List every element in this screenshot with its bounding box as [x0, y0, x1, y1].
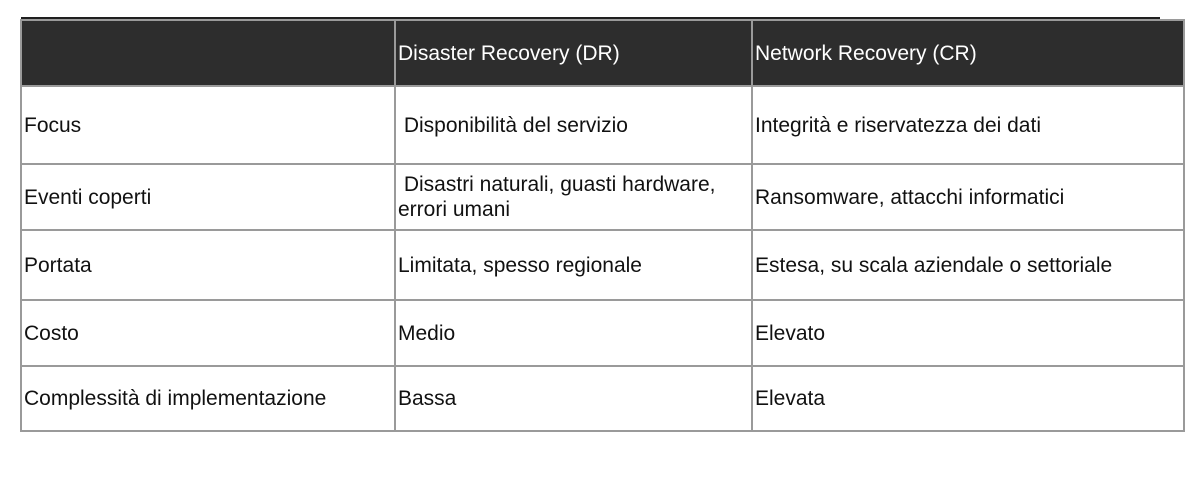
row-label: Costo [21, 300, 395, 366]
header-empty-cell [21, 20, 395, 86]
row-label: Focus [21, 86, 395, 164]
cr-cell: Estesa, su scala aziendale o settoriale [752, 230, 1184, 300]
cr-cell: Ransomware, attacchi informatici [752, 164, 1184, 230]
dr-cell: Disponibilità del servizio [395, 86, 752, 164]
dr-cell: Bassa [395, 366, 752, 431]
header-disaster-recovery: Disaster Recovery (DR) [395, 20, 752, 86]
table-header-row [21, 20, 1184, 86]
table-row-complexity [21, 366, 1184, 431]
table-row-events [21, 164, 1184, 230]
row-label: Complessità di implementazione [21, 366, 395, 431]
header-network-recovery: Network Recovery (CR) [752, 20, 1184, 86]
table-row-cost [21, 300, 1184, 366]
row-label: Eventi coperti [21, 164, 395, 230]
dr-cell: Disastri naturali, guasti hardware, errori umani [395, 164, 752, 230]
cr-cell: Elevata [752, 366, 1184, 431]
cr-cell: Integrità e riservatezza dei dati [752, 86, 1184, 164]
cr-cell: Elevato [752, 300, 1184, 366]
row-label: Portata [21, 230, 395, 300]
dr-cell: Limitata, spesso regionale [395, 230, 752, 300]
dr-cell: Medio [395, 300, 752, 366]
comparison-table [20, 19, 1185, 432]
table-row-scope [21, 230, 1184, 300]
table-row-focus [21, 86, 1184, 164]
